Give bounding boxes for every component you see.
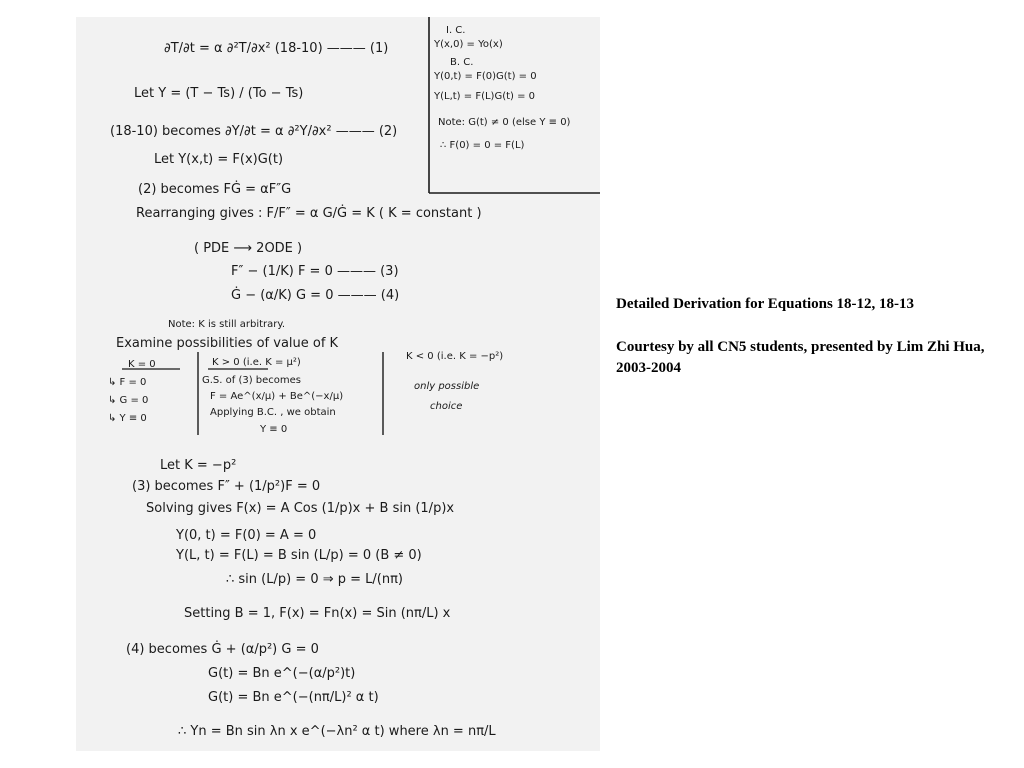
case-kpos-solution: F = Ae^(x/μ) + Be^(−x/μ) [210,391,344,402]
notes-drawing [76,17,600,751]
boundary-right-applied: Y(L, t) = F(L) = B sin (L/p) = 0 (B ≠ 0) [176,548,422,563]
equation-2: (18-10) becomes ∂Y/∂t = α ∂²Y/∂x² ——— (2) [110,124,398,139]
case-kneg-heading: K < 0 (i.e. K = −p²) [406,351,504,362]
case-kneg-note-line1: only possible [414,381,480,392]
case-kpos-heading: K > 0 (i.e. K = μ²) [212,357,301,368]
caption-title: Detailed Derivation for Equations 18-12, 18-13 [616,296,915,312]
equation-18-10: ∂T/∂t = α ∂²T/∂x² (18-10) ——— (1) [164,41,389,56]
conditions-bc-right: Y(L,t) = F(L)G(t) = 0 [434,91,536,102]
pde-to-ode-note: ( PDE ⟶ 2ODE ) [194,241,303,256]
general-solution-f: Solving gives F(x) = A Cos (1/p)x + B sin (1/p)x [146,501,455,516]
rearranged-equation: Rearranging gives : F/F″ = α G/Ġ = K ( K = constant ) [136,206,482,221]
equation-3: F″ − (1/K) F = 0 ——— (3) [231,264,399,279]
case-k0-f: ↳ F = 0 [108,377,147,388]
dimensionless-definition: Let Y = (T − Ts) / (To − Ts) [134,86,304,101]
equation-3-substituted: (3) becomes F″ + (1/p²)F = 0 [132,479,321,494]
separation-of-variables: Let Y(x,t) = F(x)G(t) [154,152,284,167]
final-solution: ∴ Yn = Bn sin λn x e^(−λn² α t) where λn = nπ/L [178,724,496,739]
let-k-negative: Let K = −p² [160,458,237,473]
eigenvalue-condition: ∴ sin (L/p) = 0 ⇒ p = L/(nπ) [226,572,404,587]
equation-4: Ġ − (α/K) G = 0 ——— (4) [231,288,400,303]
handwritten-notes-scan [76,17,600,751]
case-kpos-result: Y ≡ 0 [260,424,288,435]
conditions-ic-label: I. C. [446,25,466,36]
substituted-equation: (2) becomes FĠ = αF″G [138,182,292,197]
conditions-ic-equation: Y(x,0) = Yo(x) [434,39,503,50]
case-k0-heading: K = 0 [128,359,156,370]
equation-4-substituted: (4) becomes Ġ + (α/p²) G = 0 [126,642,319,657]
case-k0-y: ↳ Y ≡ 0 [108,413,147,424]
conditions-conclusion: ∴ F(0) = 0 = F(L) [440,140,525,151]
note-k-arbitrary: Note: K is still arbitrary. [168,319,286,330]
case-kneg-note-line2: choice [430,401,463,412]
case-kpos-applying-bc: Applying B.C. , we obtain [210,407,336,418]
conditions-bc-left: Y(0,t) = F(0)G(t) = 0 [434,71,537,82]
eigenfunction: Setting B = 1, F(x) = Fn(x) = Sin (nπ/L) x [184,606,451,621]
case-k0-g: ↳ G = 0 [108,395,149,406]
examine-possibilities: Examine possibilities of value of K [116,336,339,351]
time-solution-expanded: G(t) = Bn e^(−(nπ/L)² α t) [208,690,379,705]
conditions-bc-label: B. C. [450,57,474,68]
case-kpos-general-solution: G.S. of (3) becomes [202,375,302,386]
boundary-left-applied: Y(0, t) = F(0) = A = 0 [176,528,317,543]
conditions-note: Note: G(t) ≠ 0 (else Y ≡ 0) [438,117,571,128]
caption-credit: Courtesy by all CN5 students, presented by Lim Zhi Hua, 2003-2004 [616,339,985,376]
time-solution: G(t) = Bn e^(−(α/p²)t) [208,666,356,681]
